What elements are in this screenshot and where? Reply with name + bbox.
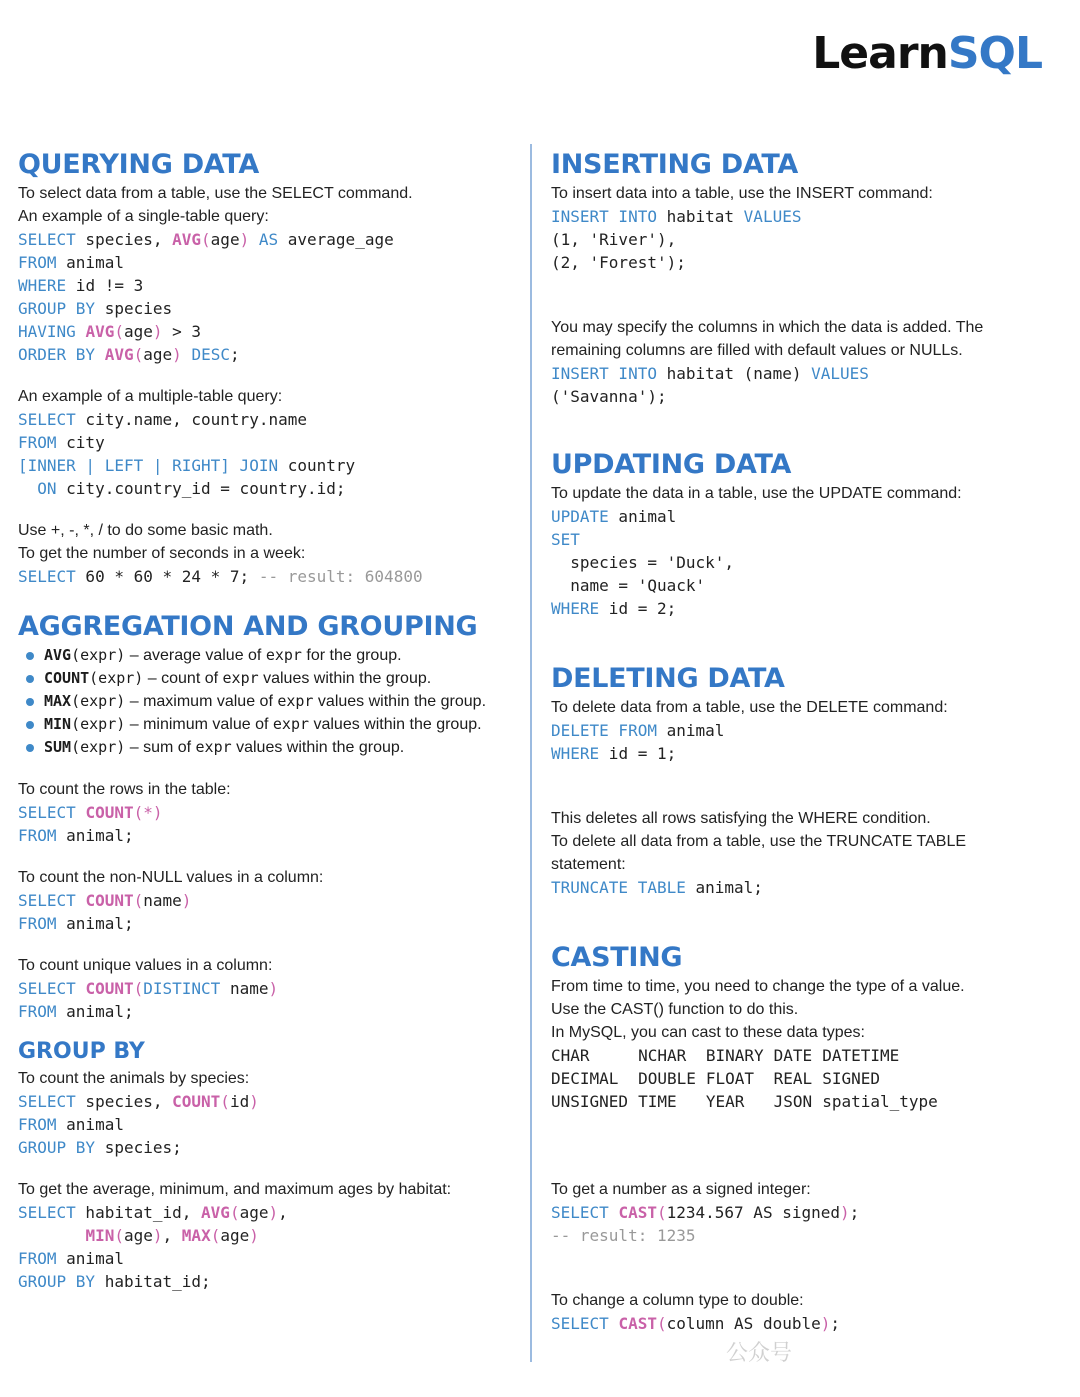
group-habitat-intro: To get the average, minimum, and maximum ages by habitat: — [18, 1181, 452, 1198]
right-column — [551, 148, 1061, 1335]
logo-learn: Learn — [812, 28, 948, 79]
group-by-intro: To count the animals by species: — [18, 1070, 250, 1087]
type-cell: FLOAT — [705, 1069, 755, 1088]
code-token: ) — [239, 230, 250, 249]
column-divider — [530, 144, 532, 1362]
code-token: WHERE — [551, 744, 600, 763]
code-token: name — [220, 979, 269, 998]
count-rows-note: To count the rows in the table: — [18, 781, 231, 798]
code-token: species — [95, 299, 173, 318]
code-token: age — [143, 345, 173, 364]
code-token: habitat_id, — [75, 1203, 202, 1222]
code-line — [551, 1201, 1061, 1224]
code-line — [551, 505, 1061, 528]
code-token: species, — [75, 1092, 173, 1111]
code-line — [18, 912, 513, 935]
left-column — [18, 148, 513, 1293]
code-line — [551, 385, 1061, 408]
code-line — [18, 1136, 513, 1159]
code-token: age — [239, 1203, 269, 1222]
code-line — [551, 205, 1061, 228]
table-row — [551, 1090, 948, 1113]
code-math-query — [18, 565, 513, 588]
code-token: age — [210, 230, 240, 249]
table-row — [551, 1067, 948, 1090]
casting-intro-3: In MySQL, you can cast to these data types: — [551, 1024, 865, 1041]
code-token: MAX — [181, 1226, 211, 1245]
code-single-table-query — [18, 228, 513, 366]
casting-intro-2: Use the CAST() function to do this. — [551, 1001, 799, 1018]
code-line — [551, 251, 1061, 274]
code-line — [18, 824, 513, 847]
code-token: name — [143, 891, 182, 910]
code-token: FROM — [18, 826, 57, 845]
code-multi-table-query — [18, 408, 513, 500]
code-token: , — [278, 1203, 288, 1222]
code-line — [551, 597, 1061, 620]
code-token: city.country_id = country.id; — [56, 479, 346, 498]
code-line — [18, 1113, 513, 1136]
code-token: ; — [830, 1314, 841, 1333]
code-token: CAST — [618, 1203, 657, 1222]
type-cell: JSON — [773, 1092, 813, 1111]
code-token: animal — [608, 507, 677, 526]
code-token: animal — [56, 1115, 124, 1134]
code-token: AS — [258, 230, 279, 249]
code-truncate — [551, 876, 1061, 899]
code-line — [18, 228, 513, 251]
code-token: country — [278, 456, 356, 475]
code-token: FROM — [18, 1115, 57, 1134]
code-token: ( — [133, 345, 144, 364]
aggregate-item-sum: SUM(expr) – sum of expr values within the group. — [18, 736, 513, 759]
code-line — [551, 228, 1061, 251]
code-line — [18, 889, 513, 912]
code-insert-values — [551, 205, 1061, 274]
learnsql-logo — [812, 28, 1042, 79]
code-token: ( — [133, 979, 144, 998]
code-token: ( — [210, 1226, 221, 1245]
inserting-note-1: You may specify the columns in which the data is added. The — [551, 319, 984, 336]
code-token: COUNT — [172, 1092, 221, 1111]
code-token: species = 'Duck', — [551, 553, 735, 572]
querying-intro-2: An example of a single-table query: — [18, 208, 269, 225]
code-token: (1, 'River'), — [551, 230, 677, 249]
type-cell: TIME — [638, 1092, 677, 1111]
code-token: ( — [229, 1203, 240, 1222]
code-token: FROM — [18, 1002, 57, 1021]
type-cell: UNSIGNED — [551, 1092, 629, 1111]
code-token: HAVING — [18, 322, 76, 341]
code-token: -- result: 1235 — [551, 1226, 696, 1245]
code-token: ) — [249, 1092, 259, 1111]
code-token: FROM — [18, 253, 57, 272]
code-token — [609, 1203, 619, 1222]
deleting-note-3: statement: — [551, 856, 626, 873]
code-token — [609, 1314, 619, 1333]
code-token: SELECT — [18, 1092, 76, 1111]
code-token: GROUP BY — [18, 299, 96, 318]
code-token: city.name, country.name — [75, 410, 307, 429]
type-cell: DATE — [773, 1046, 813, 1065]
aggregate-item-max: MAX(expr) – maximum value of expr values within the group. — [18, 690, 513, 713]
section-title-casting: CASTING — [551, 942, 683, 973]
code-token: SELECT — [18, 410, 76, 429]
count-unique-note: To count unique values in a column: — [18, 957, 273, 974]
cast-double-intro: To change a column type to double: — [551, 1292, 804, 1309]
querying-multi-intro: An example of a multiple-table query: — [18, 388, 283, 405]
code-line — [18, 1201, 513, 1224]
code-token: AVG — [85, 322, 115, 341]
type-cell: NCHAR — [638, 1046, 687, 1065]
code-token: COUNT — [85, 891, 134, 910]
code-token: SELECT — [18, 567, 76, 586]
updating-intro: To update the data in a table, use the UPDATE command: — [551, 485, 962, 502]
code-token: id = 1; — [599, 744, 677, 763]
code-line — [18, 977, 513, 1000]
type-cell: CHAR — [551, 1046, 590, 1065]
code-line — [18, 477, 513, 500]
code-token: ) — [268, 979, 279, 998]
code-line — [551, 876, 1061, 899]
aggregate-item-avg: AVG(expr) – average value of expr for the group. — [18, 644, 513, 667]
code-line — [18, 1247, 513, 1270]
code-token: ON — [37, 479, 57, 498]
section-title-updating: UPDATING DATA — [551, 449, 792, 480]
code-token: VALUES — [811, 364, 869, 383]
code-token — [95, 345, 105, 364]
code-token: 1234.567 AS signed — [666, 1203, 840, 1222]
deleting-note-2: To delete all data from a table, use the TRUNCATE TABLE — [551, 833, 967, 850]
deleting-intro: To delete data from a table, use the DELETE command: — [551, 699, 948, 716]
code-token: average_age — [278, 230, 394, 249]
code-token: animal — [656, 721, 725, 740]
type-cell: REAL — [773, 1069, 813, 1088]
watermark: 公众号 — [726, 1341, 793, 1366]
code-update — [551, 505, 1061, 620]
code-token: ) — [840, 1203, 850, 1222]
code-token: ( — [656, 1203, 667, 1222]
section-title-deleting: DELETING DATA — [551, 663, 785, 694]
code-line — [551, 551, 1061, 574]
code-token: ) — [249, 1226, 259, 1245]
code-line — [18, 1270, 513, 1293]
code-token — [182, 345, 192, 364]
code-token: MIN — [85, 1226, 115, 1245]
count-nonnull-note: To count the non-NULL values in a column: — [18, 869, 324, 886]
code-token — [76, 322, 86, 341]
code-token: FROM — [18, 914, 57, 933]
aggregate-function-list — [18, 644, 513, 759]
type-cell: DECIMAL — [551, 1069, 619, 1088]
code-token: TRUNCATE TABLE — [551, 878, 686, 897]
code-token: -- result: 604800 — [258, 567, 423, 586]
code-token: AVG — [172, 230, 202, 249]
code-token: GROUP BY — [18, 1138, 96, 1157]
aggregate-item-min: MIN(expr) – minimum value of expr values within the group. — [18, 713, 513, 736]
code-token: species; — [95, 1138, 182, 1157]
code-token: species, — [75, 230, 173, 249]
math-note-1: Use +, -, *, / to do some basic math. — [18, 522, 273, 539]
code-count-unique — [18, 977, 513, 1023]
code-cast-signed — [551, 1201, 1061, 1247]
code-token: INSERT INTO — [551, 207, 657, 226]
type-cell: YEAR — [705, 1092, 745, 1111]
code-token: COUNT — [85, 979, 134, 998]
type-cell: spatial_type — [822, 1092, 938, 1111]
code-line — [18, 320, 513, 343]
code-token — [76, 803, 86, 822]
code-token: , — [162, 1226, 182, 1245]
code-token: name = 'Quack' — [551, 576, 706, 595]
code-token: animal; — [56, 914, 134, 933]
code-line — [18, 565, 513, 588]
code-token: (*) — [133, 803, 163, 822]
code-token — [18, 479, 37, 498]
cast-types-table — [551, 1044, 948, 1113]
type-cell: BINARY — [705, 1046, 764, 1065]
code-token: age — [123, 1226, 153, 1245]
code-token: animal; — [685, 878, 763, 897]
section-title-querying: QUERYING DATA — [18, 149, 259, 180]
code-token: COUNT — [85, 803, 134, 822]
code-token: CAST — [618, 1314, 657, 1333]
code-line — [18, 251, 513, 274]
code-token: ORDER BY — [18, 345, 96, 364]
section-title-group-by: GROUP BY — [18, 1039, 145, 1064]
code-token: ( — [114, 322, 124, 341]
code-token: habitat_id; — [95, 1272, 211, 1291]
code-token: SELECT — [18, 230, 76, 249]
code-token: SELECT — [551, 1314, 609, 1333]
code-token: GROUP BY — [18, 1272, 96, 1291]
code-line — [18, 408, 513, 431]
code-token: age — [220, 1226, 250, 1245]
code-token: SELECT — [551, 1203, 609, 1222]
logo-sql: SQL — [947, 28, 1042, 79]
code-group-habitat — [18, 1201, 513, 1293]
code-token: (2, 'Forest'); — [551, 253, 686, 272]
code-token: SET — [551, 530, 580, 549]
code-token: id = 2; — [599, 599, 677, 618]
code-token: FROM — [18, 433, 57, 452]
code-line — [551, 1224, 1061, 1247]
code-group-species — [18, 1090, 513, 1159]
code-line — [18, 801, 513, 824]
code-token: animal; — [56, 826, 134, 845]
code-token: WHERE — [551, 599, 600, 618]
code-token: animal — [56, 253, 124, 272]
code-token: age — [123, 322, 153, 341]
deleting-note-1: This deletes all rows satisfying the WHERE condition. — [551, 810, 931, 827]
code-token: ( — [220, 1092, 230, 1111]
code-token: ) — [172, 345, 182, 364]
code-token: WHERE — [18, 276, 67, 295]
code-token: ) — [268, 1203, 279, 1222]
code-token: habitat (name) — [656, 364, 812, 383]
type-cell: SIGNED — [822, 1069, 880, 1088]
code-token: SELECT — [18, 803, 76, 822]
code-token: SELECT — [18, 1203, 76, 1222]
code-token: DISTINCT — [143, 979, 221, 998]
code-insert-columns — [551, 362, 1061, 408]
code-token: SELECT — [18, 979, 76, 998]
code-token: ; — [849, 1203, 860, 1222]
code-token — [18, 1226, 85, 1245]
casting-intro-1: From time to time, you need to change the type of a value. — [551, 978, 965, 995]
code-token: VALUES — [743, 207, 802, 226]
code-token: ) — [152, 322, 163, 341]
code-line — [18, 343, 513, 366]
code-token: [INNER | LEFT | RIGHT] JOIN — [18, 456, 279, 475]
code-line — [18, 431, 513, 454]
code-line — [18, 1000, 513, 1023]
code-line — [18, 274, 513, 297]
code-token: INSERT INTO — [551, 364, 657, 383]
section-title-inserting: INSERTING DATA — [551, 149, 798, 180]
code-token: column AS double — [666, 1314, 821, 1333]
code-token: FROM — [18, 1249, 57, 1268]
code-token: habitat — [656, 207, 744, 226]
code-line — [18, 1090, 513, 1113]
code-token: SELECT — [18, 891, 76, 910]
code-token: ( — [133, 891, 144, 910]
code-delete — [551, 719, 1061, 765]
code-token: DELETE FROM — [551, 721, 657, 740]
code-line — [18, 454, 513, 477]
code-line — [551, 1312, 1061, 1335]
code-token: AVG — [104, 345, 134, 364]
code-count-rows — [18, 801, 513, 847]
code-token: city — [56, 433, 105, 452]
code-token: 60 * 60 * 24 * 7; — [75, 567, 259, 586]
code-line — [18, 297, 513, 320]
code-token: ('Savanna'); — [551, 387, 667, 406]
code-line — [551, 742, 1061, 765]
section-title-aggregation: AGGREGATION AND GROUPING — [18, 611, 478, 642]
type-cell: DATETIME — [822, 1046, 900, 1065]
cast-signed-intro: To get a number as a signed integer: — [551, 1181, 811, 1198]
code-line — [551, 528, 1061, 551]
code-token: id — [229, 1092, 250, 1111]
code-line — [551, 719, 1061, 742]
code-token: animal — [56, 1249, 124, 1268]
code-token — [76, 891, 86, 910]
code-token: ) — [181, 891, 192, 910]
code-line — [551, 362, 1061, 385]
code-token: ) — [820, 1314, 831, 1333]
code-token: ; — [229, 345, 240, 364]
code-token: UPDATE — [551, 507, 609, 526]
code-token: ( — [201, 230, 211, 249]
code-token: ( — [656, 1314, 667, 1333]
math-note-2: To get the number of seconds in a week: — [18, 545, 306, 562]
code-line — [18, 1224, 513, 1247]
inserting-note-2: remaining columns are filled with default values or NULLs. — [551, 342, 963, 359]
aggregate-item-count: COUNT(expr) – count of expr values within the group. — [18, 667, 513, 690]
code-token — [76, 979, 86, 998]
code-token: animal; — [56, 1002, 134, 1021]
code-token: id != 3 — [66, 276, 144, 295]
table-row — [551, 1044, 948, 1067]
code-cast-double — [551, 1312, 1061, 1335]
code-count-nonnull — [18, 889, 513, 935]
code-token: > 3 — [162, 322, 202, 341]
code-line — [551, 574, 1061, 597]
code-token: DESC — [191, 345, 230, 364]
code-token: AVG — [201, 1203, 230, 1222]
code-token — [249, 230, 259, 249]
code-token: ) — [152, 1226, 163, 1245]
inserting-intro: To insert data into a table, use the INSERT command: — [551, 185, 933, 202]
type-cell: DOUBLE — [638, 1069, 696, 1088]
code-token: ( — [114, 1226, 124, 1245]
querying-intro-1: To select data from a table, use the SELECT command. — [18, 185, 413, 202]
